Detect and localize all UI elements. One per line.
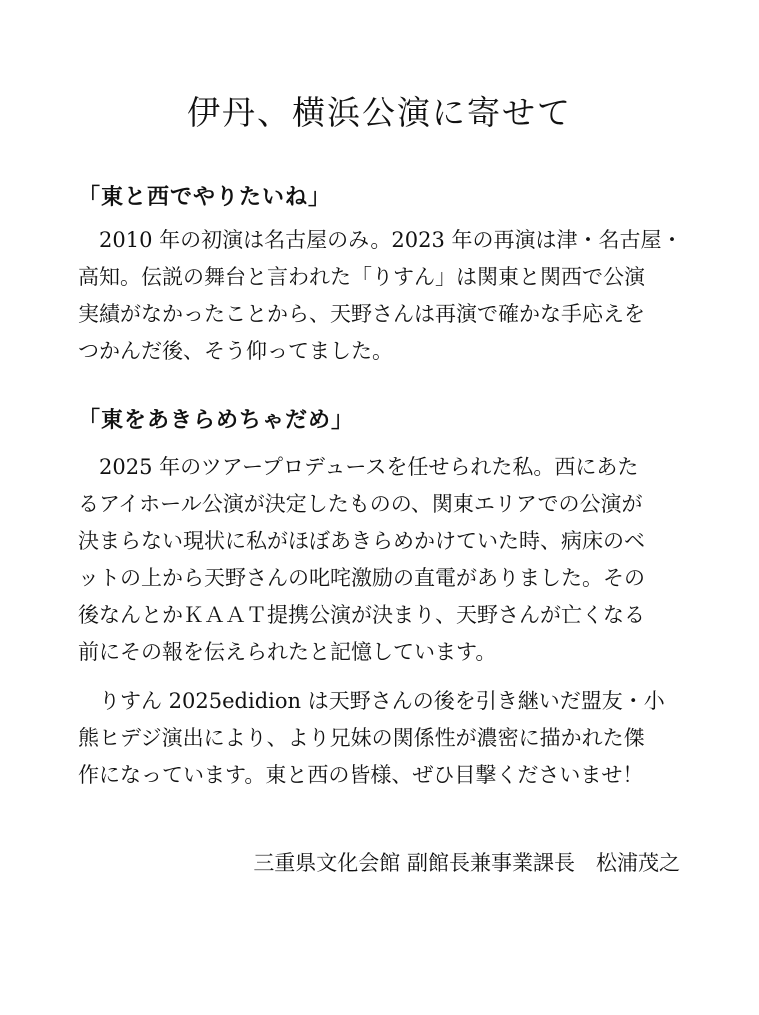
paragraph-line: 後なんとかＫＡＡＴ提携公演が決まり、天野さんが亡くなる: [78, 603, 645, 627]
paragraph-line: 熊ヒデジ演出により、より兄妹の関係性が濃密に描かれた傑: [78, 726, 645, 750]
paragraph-line: るアイホール公演が決定したものの、関東エリアでの公演が: [78, 492, 643, 516]
section-paragraph: [78, 222, 688, 370]
section-heading-dont-give-up-east: 「東をあきらめちゃだめ」: [78, 408, 355, 433]
author-signature: 三重県文化会館 副館長兼事業課長 松浦茂之: [253, 851, 680, 875]
document-title: 伊丹、横浜公演に寄せて: [187, 93, 572, 132]
paragraph-line: 高知。伝説の舞台と言われた「りすん」は関東と関西で公演: [78, 265, 645, 289]
paragraph-line: つかんだ後、そう仰ってました。: [78, 339, 393, 363]
paragraph-line: 実績がなかったことから、天野さんは再演で確かな手応えを: [78, 302, 645, 326]
paragraph-line: 2010 年の初演は名古屋のみ。2023 年の再演は津・名古屋・: [99, 228, 683, 252]
paragraph-line: 2025 年のツアープロデュースを任せられた私。西にあた: [99, 455, 639, 479]
section-heading-east-west: 「東と西でやりたいね」: [78, 185, 332, 210]
section-paragraph: [78, 449, 688, 671]
paragraph-line: 作になっています。東と西の皆様、ぜひ目撃くださいませ！: [78, 763, 644, 787]
section-paragraph: [78, 683, 688, 794]
paragraph-line: ットの上から天野さんの叱咤激励の直電がありました。その: [78, 566, 645, 590]
paragraph-line: 前にその報を伝えられたと記憶しています。: [78, 640, 497, 664]
paragraph-line: 決まらない現状に私がほぼあきらめかけていた時、病床のベ: [78, 529, 645, 553]
paragraph-line: りすん 2025edidion は天野さんの後を引き継いだ盟友・小: [99, 689, 665, 713]
